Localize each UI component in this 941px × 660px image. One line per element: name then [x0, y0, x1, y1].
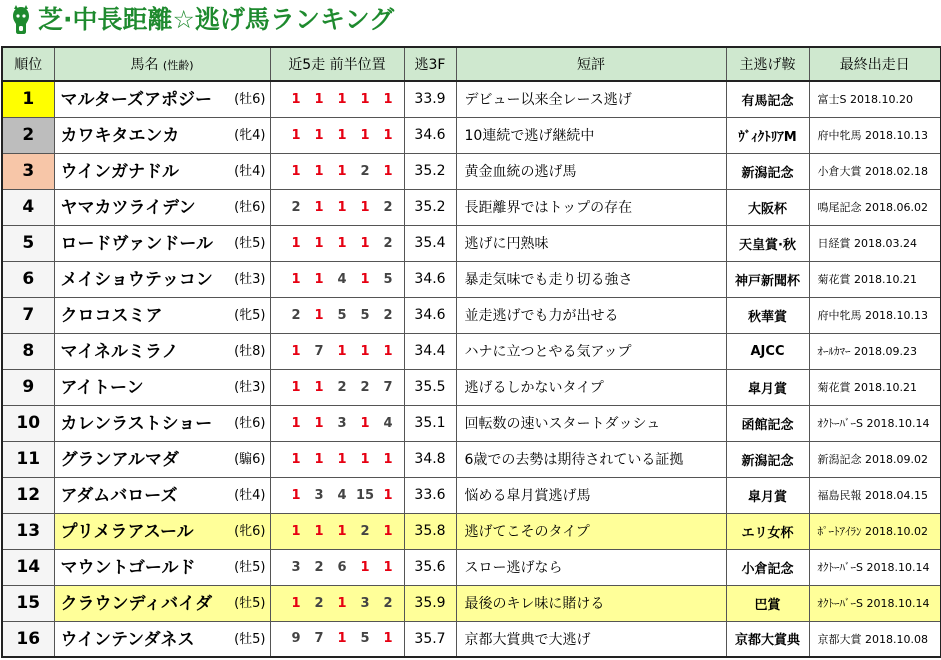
comment-cell: 最後のキレ味に賭ける: [456, 585, 726, 621]
horse-cell: [54, 369, 270, 405]
horse-sex-age: (牝4): [234, 127, 266, 143]
recent-positions-cell: [270, 153, 404, 189]
header-horse-label: 馬名: [130, 57, 159, 73]
comment-cell: 6歳での去勢は期待されている証拠: [456, 441, 726, 477]
header-comment: 短評: [456, 47, 726, 81]
horse-name: マイネルミラノ: [60, 341, 179, 362]
table-row: [2, 621, 941, 657]
comment-cell: 悩める皐月賞逃げ馬: [456, 477, 726, 513]
position-value: 2: [291, 199, 301, 215]
header-main-race: 主逃げ鞍: [726, 47, 809, 81]
table-row: [2, 585, 941, 621]
position-value: 5: [383, 271, 393, 287]
horse-cell: [54, 153, 270, 189]
position-value: 1: [360, 199, 370, 215]
position-value: 2: [360, 523, 370, 539]
comment-cell: 暴走気味でも走り切る強さ: [456, 261, 726, 297]
position-value: 2: [360, 163, 370, 179]
horse-cell: [54, 117, 270, 153]
recent-positions-cell: [270, 81, 404, 117]
comment-cell: 長距離界ではトップの存在: [456, 189, 726, 225]
position-value: 1: [291, 595, 301, 611]
horse-name: ロードヴァンドール: [60, 233, 213, 254]
f3-cell: 35.2: [404, 189, 456, 225]
position-value: 1: [291, 91, 301, 107]
position-value: 1: [360, 271, 370, 287]
horse-cell: [54, 297, 270, 333]
horse-cell: [54, 585, 270, 621]
position-value: 1: [291, 343, 301, 359]
last-race-cell: 菊花賞 2018.10.21: [809, 369, 941, 405]
horse-sex-age: (牡5): [234, 631, 266, 647]
table-row: [2, 153, 941, 189]
position-value: 1: [383, 559, 393, 575]
recent-positions-cell: [270, 189, 404, 225]
table-row: [2, 369, 941, 405]
main-race-cell: 皐月賞: [726, 477, 809, 513]
rank-cell: 8: [2, 333, 54, 369]
last-race-cell: 日経賞 2018.03.24: [809, 225, 941, 261]
table-row: [2, 549, 941, 585]
f3-cell: 33.9: [404, 81, 456, 117]
main-race-cell: 新潟記念: [726, 153, 809, 189]
rank-cell: 5: [2, 225, 54, 261]
comment-cell: 逃げに円熟味: [456, 225, 726, 261]
rank-cell: 1: [2, 81, 54, 117]
position-value: 1: [383, 91, 393, 107]
position-value: 4: [337, 271, 347, 287]
comment-cell: デビュー以来全レース逃げ: [456, 81, 726, 117]
position-value: 5: [360, 631, 370, 647]
comment-cell: 京都大賞典で大逃げ: [456, 621, 726, 657]
position-value: 1: [337, 127, 347, 143]
position-value: 1: [291, 379, 301, 395]
f3-cell: 35.2: [404, 153, 456, 189]
page-title: 芝·中長距離☆逃げ馬ランキング: [38, 5, 395, 34]
position-value: 1: [337, 199, 347, 215]
last-race-cell: 小倉大賞 2018.02.18: [809, 153, 941, 189]
comment-cell: 並走逃げでも力が出せる: [456, 297, 726, 333]
rank-cell: 9: [2, 369, 54, 405]
header-horse-sub: (性齢): [162, 59, 194, 72]
position-value: 1: [314, 127, 324, 143]
table-row: [2, 333, 941, 369]
position-value: 4: [337, 487, 347, 503]
rank-cell: 7: [2, 297, 54, 333]
position-value: 1: [383, 343, 393, 359]
rank-cell: 2: [2, 117, 54, 153]
last-race-cell: ｵｸﾄｰﾊﾞｰS 2018.10.14: [809, 585, 941, 621]
position-value: 1: [314, 523, 324, 539]
position-value: 1: [314, 199, 324, 215]
position-value: 5: [360, 307, 370, 323]
position-value: 1: [383, 631, 393, 647]
table-row: [2, 81, 941, 117]
position-value: 1: [337, 235, 347, 251]
horse-sex-age: (牡8): [234, 343, 266, 359]
position-value: 1: [337, 595, 347, 611]
horse-cell: [54, 405, 270, 441]
ranking-table: [1, 46, 941, 658]
horse-name: グランアルマダ: [60, 449, 179, 470]
main-race-cell: 神戸新聞杯: [726, 261, 809, 297]
position-value: 2: [383, 595, 393, 611]
horse-sex-age: (牡5): [234, 595, 266, 611]
last-race-cell: 府中牝馬 2018.10.13: [809, 297, 941, 333]
f3-cell: 35.8: [404, 513, 456, 549]
last-race-cell: ﾎﾟｰﾄｱｲﾗﾝ 2018.10.02: [809, 513, 941, 549]
f3-cell: 35.4: [404, 225, 456, 261]
horse-sex-age: (牝6): [234, 523, 266, 539]
horse-sex-age: (牡6): [234, 415, 266, 431]
main-race-cell: 新潟記念: [726, 441, 809, 477]
last-race-cell: 京都大賞 2018.10.08: [809, 621, 941, 657]
f3-cell: 35.9: [404, 585, 456, 621]
header-recent: 近5走 前半位置: [270, 47, 404, 81]
horse-head-icon: [8, 5, 34, 35]
table-row: [2, 477, 941, 513]
f3-cell: 34.6: [404, 297, 456, 333]
position-value: 2: [383, 199, 393, 215]
horse-sex-age: (牡6): [234, 199, 266, 215]
position-value: 7: [314, 631, 324, 647]
horse-name: アイトーン: [60, 377, 144, 398]
f3-cell: 34.8: [404, 441, 456, 477]
horse-name: カワキタエンカ: [60, 125, 180, 146]
horse-name: クロコスミア: [60, 305, 163, 326]
position-value: 1: [383, 163, 393, 179]
horse-name: プリメラアスール: [60, 521, 194, 542]
position-value: 1: [360, 343, 370, 359]
header-last-race: 最終出走日: [809, 47, 941, 81]
position-value: 4: [383, 415, 393, 431]
rank-cell: 15: [2, 585, 54, 621]
table-row: [2, 261, 941, 297]
position-value: 1: [314, 415, 324, 431]
position-value: 1: [291, 415, 301, 431]
horse-cell: [54, 225, 270, 261]
position-value: 1: [291, 271, 301, 287]
rank-cell: 11: [2, 441, 54, 477]
position-value: 1: [383, 487, 393, 503]
last-race-cell: 鳴尾記念 2018.06.02: [809, 189, 941, 225]
rank-cell: 14: [2, 549, 54, 585]
header-rank: 順位: [2, 47, 54, 81]
recent-positions-cell: [270, 117, 404, 153]
table-row: [2, 297, 941, 333]
table-row: [2, 189, 941, 225]
table-row: [2, 225, 941, 261]
main-race-cell: 巴賞: [726, 585, 809, 621]
horse-sex-age: (牡5): [234, 559, 266, 575]
horse-sex-age: (牡3): [234, 379, 266, 395]
horse-name: メイショウテッコン: [60, 269, 213, 290]
position-value: 1: [337, 163, 347, 179]
position-value: 2: [314, 595, 324, 611]
horse-name: アダムバローズ: [60, 485, 178, 506]
horse-sex-age: (牡6): [234, 92, 266, 107]
position-value: 3: [360, 595, 370, 611]
recent-positions-cell: [270, 441, 404, 477]
main-race-cell: 秋華賞: [726, 297, 809, 333]
recent-positions-cell: [270, 549, 404, 585]
recent-positions-cell: [270, 585, 404, 621]
recent-positions-cell: [270, 405, 404, 441]
position-value: 1: [337, 631, 347, 647]
last-race-cell: ｵｰﾙｶﾏｰ 2018.09.23: [809, 333, 941, 369]
table-header-row: [2, 47, 941, 81]
header-horse: [54, 47, 270, 81]
position-value: 1: [383, 451, 393, 467]
title-bar: [0, 0, 941, 40]
horse-cell: [54, 513, 270, 549]
position-value: 3: [291, 559, 301, 575]
comment-cell: スロー逃げなら: [456, 549, 726, 585]
horse-name: ウインガナドル: [60, 161, 179, 182]
position-value: 1: [337, 451, 347, 467]
position-value: 2: [383, 307, 393, 323]
last-race-cell: ｵｸﾄｰﾊﾞｰS 2018.10.14: [809, 549, 941, 585]
position-value: 5: [337, 307, 347, 323]
position-value: 3: [337, 415, 347, 431]
position-value: 1: [314, 163, 324, 179]
comment-cell: 逃げるしかないタイプ: [456, 369, 726, 405]
horse-sex-age: (牡4): [234, 163, 266, 179]
main-race-cell: 皐月賞: [726, 369, 809, 405]
position-value: 2: [383, 235, 393, 251]
comment-cell: ハナに立つとやる気アップ: [456, 333, 726, 369]
position-value: 1: [360, 559, 370, 575]
main-race-cell: AJCC: [726, 333, 809, 369]
main-race-cell: 小倉記念: [726, 549, 809, 585]
main-race-cell: 函館記念: [726, 405, 809, 441]
position-value: 6: [337, 559, 347, 575]
position-value: 1: [314, 271, 324, 287]
position-value: 9: [291, 631, 301, 647]
rank-cell: 3: [2, 153, 54, 189]
position-value: 1: [291, 451, 301, 467]
horse-cell: [54, 81, 270, 117]
f3-cell: 34.4: [404, 333, 456, 369]
horse-sex-age: (牡4): [234, 487, 266, 503]
horse-cell: [54, 441, 270, 477]
recent-positions-cell: [270, 225, 404, 261]
recent-positions-cell: [270, 333, 404, 369]
position-value: 1: [337, 523, 347, 539]
position-value: 7: [314, 343, 324, 359]
position-value: 1: [314, 307, 324, 323]
rank-cell: 6: [2, 261, 54, 297]
position-value: 1: [337, 343, 347, 359]
rank-cell: 12: [2, 477, 54, 513]
position-value: 3: [314, 487, 324, 503]
last-race-cell: 府中牝馬 2018.10.13: [809, 117, 941, 153]
horse-cell: [54, 621, 270, 657]
horse-cell: [54, 477, 270, 513]
recent-positions-cell: [270, 513, 404, 549]
recent-positions-cell: [270, 477, 404, 513]
position-value: 1: [314, 451, 324, 467]
last-race-cell: ｵｸﾄｰﾊﾞｰS 2018.10.14: [809, 405, 941, 441]
table-body: [2, 81, 941, 657]
horse-cell: [54, 261, 270, 297]
position-value: 1: [291, 163, 301, 179]
horse-cell: [54, 189, 270, 225]
position-value: 1: [291, 487, 301, 503]
rank-cell: 16: [2, 621, 54, 657]
rank-cell: 4: [2, 189, 54, 225]
position-value: 7: [383, 379, 393, 395]
horse-name: カレンラストショー: [60, 413, 213, 434]
comment-cell: 回転数の速いスタートダッシュ: [456, 405, 726, 441]
recent-positions-cell: [270, 297, 404, 333]
rank-cell: 13: [2, 513, 54, 549]
recent-positions-cell: [270, 369, 404, 405]
comment-cell: 10連続で逃げ継続中: [456, 117, 726, 153]
main-race-cell: 京都大賞典: [726, 621, 809, 657]
comment-cell: 黄金血統の逃げ馬: [456, 153, 726, 189]
position-value: 1: [383, 127, 393, 143]
horse-sex-age: (牡3): [234, 271, 266, 287]
f3-cell: 35.6: [404, 549, 456, 585]
f3-cell: 34.6: [404, 261, 456, 297]
rank-cell: 10: [2, 405, 54, 441]
f3-cell: 33.6: [404, 477, 456, 513]
position-value: 1: [314, 91, 324, 107]
position-value: 2: [360, 379, 370, 395]
f3-cell: 35.5: [404, 369, 456, 405]
horse-sex-age: (牡5): [234, 235, 266, 251]
position-value: 1: [291, 127, 301, 143]
position-value: 1: [360, 235, 370, 251]
position-value: 1: [291, 235, 301, 251]
position-value: 1: [360, 415, 370, 431]
position-value: 2: [337, 379, 347, 395]
position-value: 1: [360, 127, 370, 143]
table-row: [2, 441, 941, 477]
position-value: 1: [360, 451, 370, 467]
table-row: [2, 405, 941, 441]
last-race-cell: 菊花賞 2018.10.21: [809, 261, 941, 297]
position-value: 15: [355, 487, 375, 503]
table-row: [2, 117, 941, 153]
comment-cell: 逃げてこそのタイプ: [456, 513, 726, 549]
horse-name: クラウンディバイダ: [60, 593, 213, 614]
horse-name: マウントゴールド: [60, 557, 196, 578]
main-race-cell: 有馬記念: [726, 81, 809, 117]
f3-cell: 35.7: [404, 621, 456, 657]
last-race-cell: 富士S 2018.10.20: [809, 81, 941, 117]
main-race-cell: エリ女杯: [726, 513, 809, 549]
last-race-cell: 新潟記念 2018.09.02: [809, 441, 941, 477]
horse-name: ウインテンダネス: [60, 629, 195, 650]
recent-positions-cell: [270, 261, 404, 297]
horse-sex-age: (牝5): [234, 307, 266, 323]
position-value: 1: [337, 91, 347, 107]
position-value: 2: [314, 559, 324, 575]
horse-name: ヤマカツライデン: [60, 197, 196, 218]
position-value: 2: [291, 307, 301, 323]
f3-cell: 34.6: [404, 117, 456, 153]
horse-sex-age: (騸6): [234, 451, 266, 467]
main-race-cell: 大阪杯: [726, 189, 809, 225]
last-race-cell: 福島民報 2018.04.15: [809, 477, 941, 513]
position-value: 1: [383, 523, 393, 539]
position-value: 1: [314, 235, 324, 251]
horse-name: マルターズアポジー: [60, 90, 212, 110]
position-value: 1: [314, 379, 324, 395]
table-row: [2, 513, 941, 549]
recent-positions-cell: [270, 621, 404, 657]
horse-cell: [54, 333, 270, 369]
main-race-cell: 天皇賞·秋: [726, 225, 809, 261]
position-value: 1: [360, 91, 370, 107]
main-race-cell: ｳﾞｨｸﾄﾘｱM: [726, 117, 809, 153]
position-value: 1: [291, 523, 301, 539]
header-f3: 逃3F: [404, 47, 456, 81]
f3-cell: 35.1: [404, 405, 456, 441]
horse-cell: [54, 549, 270, 585]
